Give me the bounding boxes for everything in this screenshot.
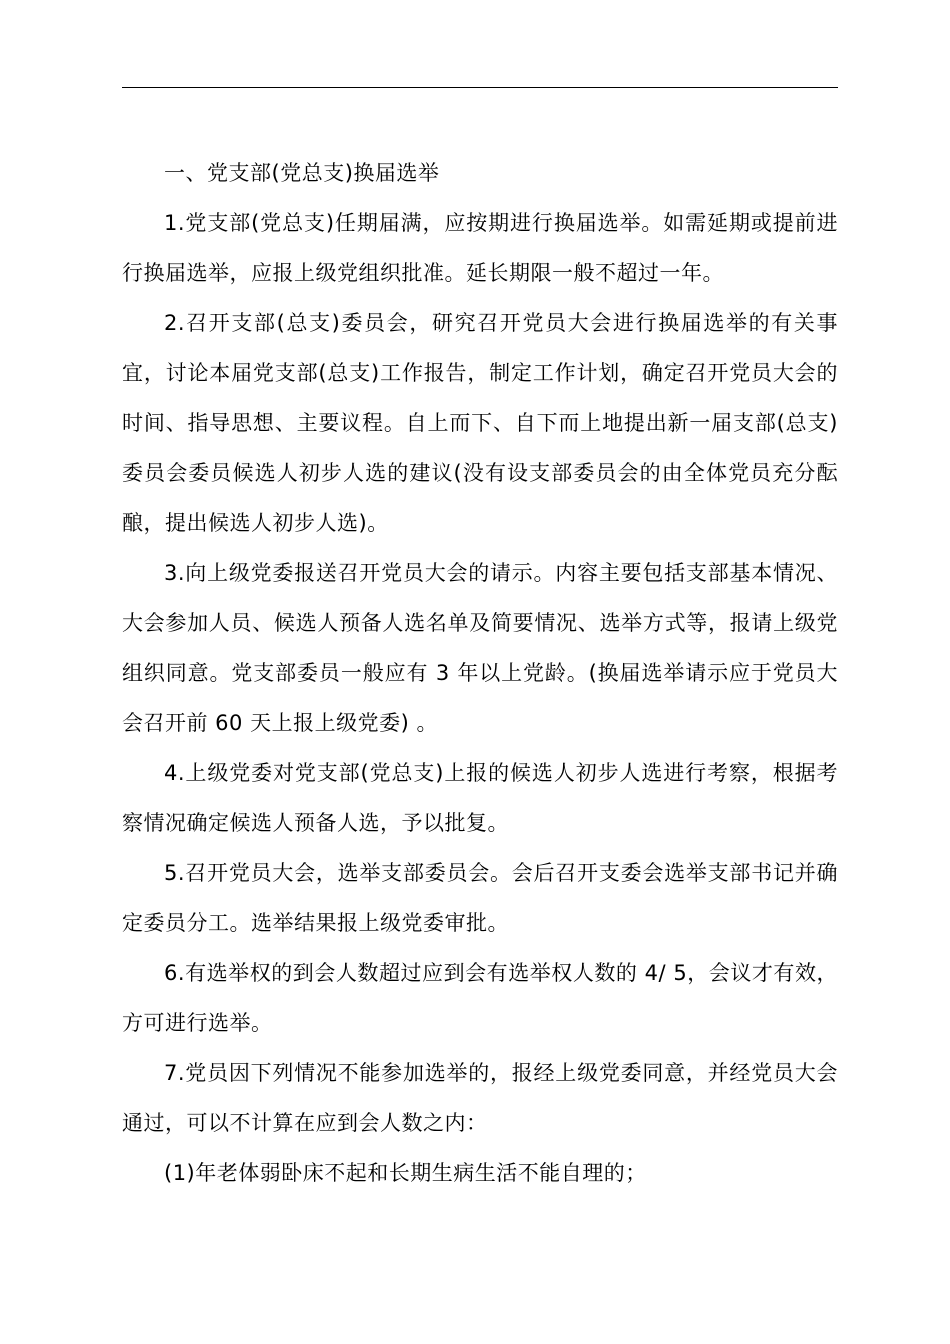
paragraph-7-item-1: (1)年老体弱卧床不起和长期生病生活不能自理的； — [164, 1161, 647, 1185]
paragraph-2: 2.召开支部(总支)委员会，研究召开党员大会进行换届选举的有关事宜，讨论本届党支部(总支)工作报告，制定工作计划，确定召开党员大会的时间、指导思想、主要议程。自上而下、自下而上地提出新一届支部(总支)委员会委员候选人初步人选的建议(没有设支部委员会的由全体党员充分酝酿，提出候选人初步人选)。 — [122, 311, 838, 535]
paragraph-7: 7.党员因下列情况不能参加选举的，报经上级党委同意，并经党员大会通过，可以不计算在应到会人数之内： — [122, 1061, 838, 1135]
paragraph-1: 1.党支部(党总支)任期届满，应按期进行换届选举。如需延期或提前进行换届选举，应报上级党组织批准。延长期限一般不超过一年。 — [122, 211, 838, 285]
paragraph-3: 3.向上级党委报送召开党员大会的请示。内容主要包括支部基本情况、大会参加人员、候选人预备人选名单及简要情况、选举方式等，报请上级党组织同意。党支部委员一般应有 3 年以上党龄。(换届选举请示应于党员大会召开前 60 天上报上级党委) 。 — [122, 561, 838, 735]
document-body — [122, 148, 838, 1198]
paragraph-5: 5.召开党员大会，选举支部委员会。会后召开支委会选举支部书记并确定委员分工。选举结果报上级党委审批。 — [122, 861, 838, 935]
paragraph-6: 6.有选举权的到会人数超过应到会有选举权人数的 4/ 5，会议才有效，方可进行选举。 — [122, 961, 838, 1035]
section-heading: 一、党支部(党总支)换届选举 — [164, 161, 440, 185]
paragraph-4: 4.上级党委对党支部(党总支)上报的候选人初步人选进行考察，根据考察情况确定候选人预备人选，予以批复。 — [122, 761, 838, 835]
header-rule — [122, 87, 838, 88]
